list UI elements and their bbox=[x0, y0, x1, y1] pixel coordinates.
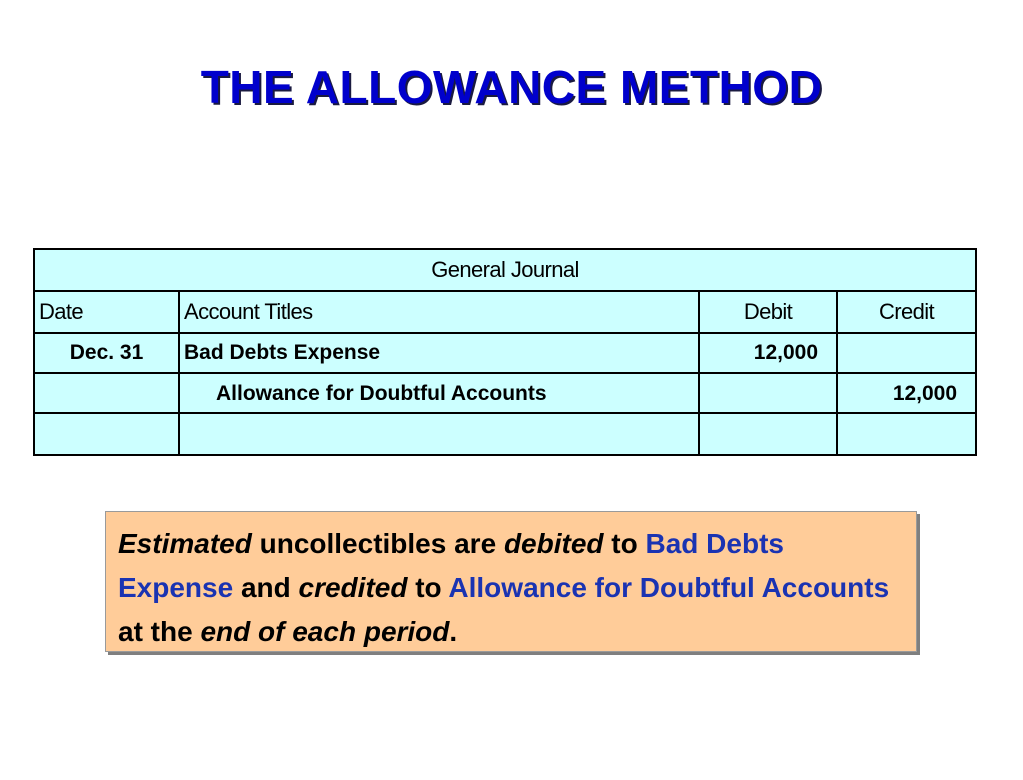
entry-credit-amount: 12,000 bbox=[837, 373, 976, 413]
note-term-estimated: Estimated bbox=[118, 528, 252, 559]
account-titles-column-header: Account Titles bbox=[179, 291, 699, 333]
entry-date bbox=[34, 413, 179, 455]
entry-debit-amount bbox=[699, 413, 837, 455]
note-text: to bbox=[603, 528, 646, 559]
note-text: uncollectibles are bbox=[251, 528, 504, 559]
journal-column-header-row bbox=[34, 291, 976, 333]
entry-debit-amount bbox=[699, 373, 837, 413]
note-text: at the bbox=[118, 616, 201, 647]
note-term-credited: credited bbox=[298, 572, 408, 603]
entry-account-title: Bad Debts Expense bbox=[179, 333, 699, 373]
note-text: and bbox=[233, 572, 299, 603]
general-journal-table bbox=[33, 248, 977, 456]
note-term-debited: debited bbox=[503, 528, 604, 559]
note-account-bad-debts-expense: Bad Debts Expense bbox=[118, 528, 784, 603]
journal-empty-row bbox=[34, 413, 976, 455]
slide-title: THE ALLOWANCE METHOD bbox=[200, 61, 823, 113]
note-text: to bbox=[407, 572, 449, 603]
journal-heading-row bbox=[34, 249, 976, 291]
entry-debit-amount: 12,000 bbox=[699, 333, 837, 373]
note-text: . bbox=[449, 616, 458, 647]
entry-credit-amount bbox=[837, 333, 976, 373]
entry-account-title bbox=[179, 413, 699, 455]
journal-entry-row bbox=[34, 373, 976, 413]
note-account-allowance: Allowance for Doubtful Accounts bbox=[448, 572, 890, 603]
entry-date: Dec. 31 bbox=[34, 333, 179, 373]
journal-heading: General Journal bbox=[34, 249, 976, 291]
note-term-end-of-period: end of each period bbox=[200, 616, 450, 647]
entry-credit-amount bbox=[837, 413, 976, 455]
explanation-note-box bbox=[105, 511, 917, 652]
entry-date bbox=[34, 373, 179, 413]
journal-entry-row bbox=[34, 333, 976, 373]
entry-account-title: Allowance for Doubtful Accounts bbox=[179, 373, 699, 413]
debit-column-header: Debit bbox=[699, 291, 837, 333]
date-column-header: Date bbox=[34, 291, 179, 333]
credit-column-header: Credit bbox=[837, 291, 976, 333]
